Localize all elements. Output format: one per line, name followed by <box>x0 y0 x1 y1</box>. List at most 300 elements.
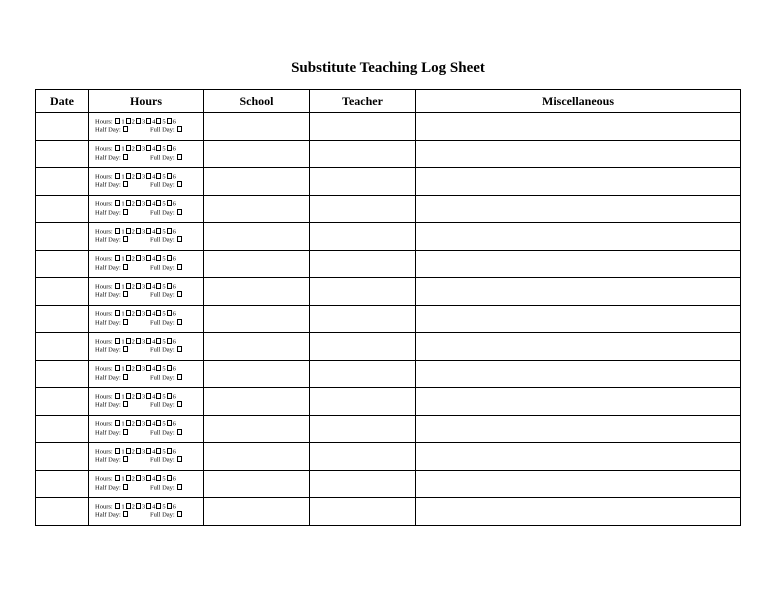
miscellaneous-cell[interactable] <box>416 168 741 196</box>
hours-option-label: 3 <box>141 310 146 318</box>
full-day-label: Full Day: <box>150 209 175 217</box>
miscellaneous-cell[interactable] <box>416 470 741 498</box>
hours-option-label: 3 <box>141 200 146 208</box>
hours-checkbox[interactable] <box>167 338 172 344</box>
school-cell[interactable] <box>204 443 310 471</box>
half-day-label: Half Day: <box>95 429 121 437</box>
date-cell[interactable] <box>36 250 89 278</box>
hours-checkbox[interactable] <box>126 475 131 481</box>
hours-option-label: 2 <box>131 200 135 208</box>
half-day-label: Half Day: <box>95 484 121 492</box>
hours-checkbox[interactable] <box>136 228 141 234</box>
hours-checkbox[interactable] <box>146 475 151 481</box>
half-day-checkbox[interactable] <box>123 456 128 462</box>
hours-checkbox[interactable] <box>167 145 172 151</box>
column-header-teacher: Teacher <box>310 90 416 113</box>
hours-option-label: 1 <box>121 283 125 291</box>
teacher-cell[interactable] <box>310 333 416 361</box>
hours-label: Hours: <box>95 420 113 428</box>
hours-checkbox[interactable] <box>136 283 141 289</box>
half-day-option <box>95 401 150 410</box>
date-cell[interactable] <box>36 305 89 333</box>
date-cell[interactable] <box>36 388 89 416</box>
half-day-label: Half Day: <box>95 401 121 409</box>
hours-checkbox[interactable] <box>146 393 151 399</box>
hours-checkbox[interactable] <box>146 283 151 289</box>
full-day-checkbox[interactable] <box>177 209 182 215</box>
hours-checkbox[interactable] <box>115 255 120 261</box>
hours-option-label: 3 <box>141 338 146 346</box>
hours-label: Hours: <box>95 255 113 263</box>
miscellaneous-cell[interactable] <box>416 415 741 443</box>
hours-label: Hours: <box>95 118 113 126</box>
hours-cell <box>89 333 204 361</box>
miscellaneous-cell[interactable] <box>416 278 741 306</box>
hours-option-label: 1 <box>121 448 125 456</box>
hours-options <box>95 448 203 457</box>
hours-label: Hours: <box>95 475 113 483</box>
hours-option-label: 4 <box>152 118 156 126</box>
miscellaneous-cell[interactable] <box>416 305 741 333</box>
hours-checkbox[interactable] <box>136 393 141 399</box>
hours-options <box>95 283 203 292</box>
hours-option-label: 6 <box>172 393 176 401</box>
hours-option-label: 3 <box>141 503 146 511</box>
hours-cell <box>89 360 204 388</box>
half-day-label: Half Day: <box>95 154 121 162</box>
hours-option-label: 4 <box>152 420 156 428</box>
day-options <box>95 401 203 410</box>
hours-checkbox[interactable] <box>156 448 161 454</box>
hours-label: Hours: <box>95 448 113 456</box>
half-day-checkbox[interactable] <box>123 209 128 215</box>
hours-cell <box>89 223 204 251</box>
half-day-option <box>95 181 150 190</box>
day-options <box>95 181 203 190</box>
hours-checkbox[interactable] <box>156 338 161 344</box>
hours-label: Hours: <box>95 365 113 373</box>
hours-option-label: 4 <box>152 448 156 456</box>
miscellaneous-cell[interactable] <box>416 443 741 471</box>
hours-checkbox[interactable] <box>115 228 120 234</box>
half-day-option <box>95 484 150 493</box>
school-cell[interactable] <box>204 250 310 278</box>
hours-checkbox[interactable] <box>167 228 172 234</box>
date-cell[interactable] <box>36 360 89 388</box>
hours-checkbox[interactable] <box>136 503 141 509</box>
hours-checkbox[interactable] <box>146 255 151 261</box>
date-cell[interactable] <box>36 223 89 251</box>
hours-option-label: 5 <box>162 255 166 263</box>
column-header-school: School <box>204 90 310 113</box>
hours-checkbox[interactable] <box>126 200 131 206</box>
hours-checkbox[interactable] <box>146 503 151 509</box>
hours-checkbox[interactable] <box>136 173 141 179</box>
hours-option-label: 4 <box>152 283 156 291</box>
hours-options <box>95 393 203 402</box>
hours-options <box>95 310 203 319</box>
half-day-checkbox[interactable] <box>123 154 128 160</box>
hours-checkbox[interactable] <box>115 365 120 371</box>
hours-option-label: 2 <box>131 448 135 456</box>
hours-checkbox[interactable] <box>146 310 151 316</box>
half-day-checkbox[interactable] <box>123 429 128 435</box>
table-row <box>36 333 741 361</box>
hours-checkbox[interactable] <box>115 448 120 454</box>
teacher-cell[interactable] <box>310 360 416 388</box>
full-day-label: Full Day: <box>150 429 175 437</box>
miscellaneous-cell[interactable] <box>416 195 741 223</box>
full-day-label: Full Day: <box>150 291 175 299</box>
hours-options <box>95 420 203 429</box>
half-day-checkbox[interactable] <box>123 291 128 297</box>
hours-checkbox[interactable] <box>167 173 172 179</box>
hours-checkbox[interactable] <box>156 255 161 261</box>
teacher-cell[interactable] <box>310 415 416 443</box>
hours-checkbox[interactable] <box>167 200 172 206</box>
school-cell[interactable] <box>204 168 310 196</box>
day-options <box>95 264 203 273</box>
hours-checkbox[interactable] <box>136 200 141 206</box>
hours-checkbox[interactable] <box>126 310 131 316</box>
hours-checkbox[interactable] <box>136 145 141 151</box>
miscellaneous-cell[interactable] <box>416 360 741 388</box>
hours-option-label: 3 <box>141 255 146 263</box>
hours-cell <box>89 140 204 168</box>
hours-checkbox[interactable] <box>167 310 172 316</box>
full-day-checkbox[interactable] <box>177 401 182 407</box>
hours-option-label: 4 <box>152 200 156 208</box>
hours-checkbox[interactable] <box>136 310 141 316</box>
full-day-checkbox[interactable] <box>177 236 182 242</box>
hours-checkbox[interactable] <box>146 365 151 371</box>
half-day-option <box>95 374 150 383</box>
hours-checkbox[interactable] <box>126 255 131 261</box>
date-cell[interactable] <box>36 498 89 526</box>
hours-checkbox[interactable] <box>146 338 151 344</box>
hours-checkbox[interactable] <box>126 118 131 124</box>
teacher-cell[interactable] <box>310 113 416 141</box>
school-cell[interactable] <box>204 278 310 306</box>
hours-checkbox[interactable] <box>156 118 161 124</box>
date-cell[interactable] <box>36 278 89 306</box>
table-row <box>36 250 741 278</box>
teacher-cell[interactable] <box>310 388 416 416</box>
school-cell[interactable] <box>204 388 310 416</box>
hours-option-label: 5 <box>162 118 166 126</box>
full-day-label: Full Day: <box>150 319 175 327</box>
full-day-checkbox[interactable] <box>177 346 182 352</box>
hours-checkbox[interactable] <box>156 228 161 234</box>
hours-checkbox[interactable] <box>167 475 172 481</box>
school-cell[interactable] <box>204 415 310 443</box>
hours-checkbox[interactable] <box>115 283 120 289</box>
teacher-cell[interactable] <box>310 443 416 471</box>
hours-label: Hours: <box>95 228 113 236</box>
hours-checkbox[interactable] <box>115 173 120 179</box>
hours-option-label: 2 <box>131 393 135 401</box>
hours-option-label: 1 <box>121 503 125 511</box>
hours-checkbox[interactable] <box>136 338 141 344</box>
school-cell[interactable] <box>204 223 310 251</box>
half-day-checkbox[interactable] <box>123 401 128 407</box>
hours-checkbox[interactable] <box>156 365 161 371</box>
half-day-checkbox[interactable] <box>123 484 128 490</box>
hours-options <box>95 118 203 127</box>
hours-checkbox[interactable] <box>146 228 151 234</box>
log-body <box>36 113 741 526</box>
miscellaneous-cell[interactable] <box>416 498 741 526</box>
full-day-checkbox[interactable] <box>177 374 182 380</box>
hours-checkbox[interactable] <box>167 448 172 454</box>
full-day-checkbox[interactable] <box>177 456 182 462</box>
half-day-option <box>95 319 150 328</box>
hours-checkbox[interactable] <box>146 448 151 454</box>
miscellaneous-cell[interactable] <box>416 388 741 416</box>
hours-checkbox[interactable] <box>156 283 161 289</box>
hours-label: Hours: <box>95 393 113 401</box>
hours-checkbox[interactable] <box>136 448 141 454</box>
teacher-cell[interactable] <box>310 305 416 333</box>
hours-option-label: 2 <box>131 503 135 511</box>
school-cell[interactable] <box>204 498 310 526</box>
day-options <box>95 291 203 300</box>
hours-option-label: 6 <box>172 255 176 263</box>
half-day-label: Half Day: <box>95 346 121 354</box>
day-options <box>95 236 203 245</box>
day-options <box>95 374 203 383</box>
date-cell[interactable] <box>36 415 89 443</box>
half-day-checkbox[interactable] <box>123 264 128 270</box>
school-cell[interactable] <box>204 305 310 333</box>
hours-checkbox[interactable] <box>115 338 120 344</box>
hours-option-label: 2 <box>131 283 135 291</box>
teacher-cell[interactable] <box>310 195 416 223</box>
hours-checkbox[interactable] <box>115 420 120 426</box>
half-day-label: Half Day: <box>95 319 121 327</box>
hours-cell <box>89 113 204 141</box>
hours-checkbox[interactable] <box>126 145 131 151</box>
hours-option-label: 1 <box>121 310 125 318</box>
hours-checkbox[interactable] <box>126 173 131 179</box>
hours-checkbox[interactable] <box>156 173 161 179</box>
hours-checkbox[interactable] <box>156 420 161 426</box>
hours-option-label: 5 <box>162 365 166 373</box>
hours-option-label: 2 <box>131 475 135 483</box>
school-cell[interactable] <box>204 195 310 223</box>
hours-options <box>95 503 203 512</box>
teacher-cell[interactable] <box>310 278 416 306</box>
hours-checkbox[interactable] <box>126 503 131 509</box>
day-options <box>95 209 203 218</box>
date-cell[interactable] <box>36 443 89 471</box>
hours-checkbox[interactable] <box>146 145 151 151</box>
teacher-cell[interactable] <box>310 498 416 526</box>
hours-option-label: 1 <box>121 118 125 126</box>
hours-cell <box>89 278 204 306</box>
half-day-option <box>95 264 150 273</box>
full-day-label: Full Day: <box>150 401 175 409</box>
hours-checkbox[interactable] <box>115 503 120 509</box>
hours-label: Hours: <box>95 503 113 511</box>
hours-option-label: 4 <box>152 255 156 263</box>
hours-option-label: 2 <box>131 420 135 428</box>
hours-options <box>95 200 203 209</box>
full-day-label: Full Day: <box>150 484 175 492</box>
miscellaneous-cell[interactable] <box>416 250 741 278</box>
hours-cell <box>89 195 204 223</box>
hours-option-label: 1 <box>121 173 125 181</box>
hours-checkbox[interactable] <box>156 310 161 316</box>
header-row <box>36 90 741 113</box>
half-day-option <box>95 346 150 355</box>
hours-checkbox[interactable] <box>126 393 131 399</box>
hours-checkbox[interactable] <box>146 420 151 426</box>
school-cell[interactable] <box>204 470 310 498</box>
hours-checkbox[interactable] <box>115 393 120 399</box>
hours-option-label: 1 <box>121 475 125 483</box>
day-options <box>95 456 203 465</box>
hours-checkbox[interactable] <box>156 503 161 509</box>
hours-option-label: 5 <box>162 420 166 428</box>
miscellaneous-cell[interactable] <box>416 223 741 251</box>
teacher-cell[interactable] <box>310 223 416 251</box>
date-cell[interactable] <box>36 113 89 141</box>
hours-label: Hours: <box>95 200 113 208</box>
hours-cell <box>89 443 204 471</box>
full-day-checkbox[interactable] <box>177 484 182 490</box>
school-cell[interactable] <box>204 333 310 361</box>
half-day-checkbox[interactable] <box>123 181 128 187</box>
full-day-checkbox[interactable] <box>177 154 182 160</box>
hours-checkbox[interactable] <box>136 118 141 124</box>
hours-option-label: 4 <box>152 310 156 318</box>
school-cell[interactable] <box>204 140 310 168</box>
hours-checkbox[interactable] <box>156 145 161 151</box>
date-cell[interactable] <box>36 333 89 361</box>
full-day-label: Full Day: <box>150 181 175 189</box>
table-row <box>36 278 741 306</box>
hours-checkbox[interactable] <box>136 255 141 261</box>
miscellaneous-cell[interactable] <box>416 113 741 141</box>
table-row <box>36 388 741 416</box>
full-day-checkbox[interactable] <box>177 126 182 132</box>
hours-checkbox[interactable] <box>167 365 172 371</box>
hours-checkbox[interactable] <box>146 173 151 179</box>
hours-checkbox[interactable] <box>126 228 131 234</box>
miscellaneous-cell[interactable] <box>416 333 741 361</box>
date-cell[interactable] <box>36 168 89 196</box>
hours-option-label: 4 <box>152 393 156 401</box>
hours-checkbox[interactable] <box>126 283 131 289</box>
hours-checkbox[interactable] <box>136 365 141 371</box>
teacher-cell[interactable] <box>310 250 416 278</box>
half-day-checkbox[interactable] <box>123 319 128 325</box>
hours-checkbox[interactable] <box>167 420 172 426</box>
hours-checkbox[interactable] <box>136 420 141 426</box>
hours-checkbox[interactable] <box>136 475 141 481</box>
hours-checkbox[interactable] <box>115 475 120 481</box>
hours-checkbox[interactable] <box>126 338 131 344</box>
half-day-checkbox[interactable] <box>123 126 128 132</box>
half-day-checkbox[interactable] <box>123 346 128 352</box>
hours-option-label: 6 <box>172 118 176 126</box>
date-cell[interactable] <box>36 140 89 168</box>
hours-checkbox[interactable] <box>126 365 131 371</box>
half-day-label: Half Day: <box>95 374 121 382</box>
school-cell[interactable] <box>204 113 310 141</box>
half-day-checkbox[interactable] <box>123 374 128 380</box>
hours-checkbox[interactable] <box>167 503 172 509</box>
hours-cell <box>89 168 204 196</box>
hours-checkbox[interactable] <box>167 283 172 289</box>
half-day-label: Half Day: <box>95 456 121 464</box>
hours-checkbox[interactable] <box>156 475 161 481</box>
hours-checkbox[interactable] <box>115 118 120 124</box>
table-row <box>36 195 741 223</box>
teacher-cell[interactable] <box>310 168 416 196</box>
hours-label: Hours: <box>95 338 113 346</box>
full-day-checkbox[interactable] <box>177 264 182 270</box>
full-day-checkbox[interactable] <box>177 511 182 517</box>
hours-option-label: 5 <box>162 173 166 181</box>
date-cell[interactable] <box>36 195 89 223</box>
hours-checkbox[interactable] <box>126 448 131 454</box>
day-options <box>95 511 203 520</box>
full-day-checkbox[interactable] <box>177 429 182 435</box>
hours-option-label: 3 <box>141 475 146 483</box>
school-cell[interactable] <box>204 360 310 388</box>
full-day-label: Full Day: <box>150 264 175 272</box>
day-options <box>95 346 203 355</box>
teacher-cell[interactable] <box>310 470 416 498</box>
hours-checkbox[interactable] <box>146 118 151 124</box>
hours-checkbox[interactable] <box>167 118 172 124</box>
hours-checkbox[interactable] <box>156 200 161 206</box>
half-day-checkbox[interactable] <box>123 511 128 517</box>
date-cell[interactable] <box>36 470 89 498</box>
hours-options <box>95 475 203 484</box>
half-day-checkbox[interactable] <box>123 236 128 242</box>
hours-option-label: 1 <box>121 338 125 346</box>
hours-checkbox[interactable] <box>115 310 120 316</box>
full-day-checkbox[interactable] <box>177 181 182 187</box>
hours-checkbox[interactable] <box>115 200 120 206</box>
table-row <box>36 360 741 388</box>
teacher-cell[interactable] <box>310 140 416 168</box>
hours-checkbox[interactable] <box>156 393 161 399</box>
hours-checkbox[interactable] <box>146 200 151 206</box>
hours-checkbox[interactable] <box>126 420 131 426</box>
hours-option-label: 5 <box>162 475 166 483</box>
hours-checkbox[interactable] <box>115 145 120 151</box>
hours-option-label: 1 <box>121 393 125 401</box>
hours-option-label: 6 <box>172 173 176 181</box>
table-row <box>36 223 741 251</box>
hours-option-label: 6 <box>172 283 176 291</box>
full-day-checkbox[interactable] <box>177 291 182 297</box>
hours-option-label: 6 <box>172 475 176 483</box>
hours-option-label: 2 <box>131 173 135 181</box>
full-day-checkbox[interactable] <box>177 319 182 325</box>
full-day-label: Full Day: <box>150 126 175 134</box>
hours-checkbox[interactable] <box>167 393 172 399</box>
hours-option-label: 5 <box>162 200 166 208</box>
miscellaneous-cell[interactable] <box>416 140 741 168</box>
hours-checkbox[interactable] <box>167 255 172 261</box>
hours-option-label: 5 <box>162 283 166 291</box>
day-options <box>95 126 203 135</box>
